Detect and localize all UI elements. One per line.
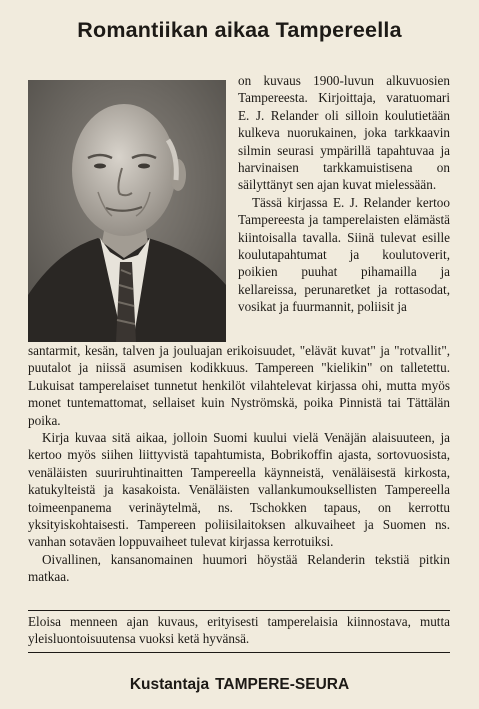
portrait-image [28,80,226,342]
paragraph-book-contents: Tässä kirjassa E. J. Relander kertoo Tampereesta ja tamperelaisten elämästä kiintoisalla tavalla. Siinä tulevat esille koulutapahtumat ja koulutoverit, poikien puuhat pihamailla ja kellareissa, perunaretket ja rottasodat, vosikat ja fuurmannit, poliisit ja [238,194,450,315]
divider-bottom [28,652,450,653]
paragraph-intro: on kuvaus 1900-luvun alkuvuosien Tampereesta. Kirjoittaja, varatuomari E. J. Relander oli silloin koulutietään kulkeva nuorukainen, joka tarkkaavin silmin seurasi ympärillä tapahtuvaa ja harvinaisen tarkkamuistisena on säilyttänyt sen ajan kuvat mielessään. [238,73,450,193]
divider-top [28,610,450,611]
full-width-text [28,342,450,586]
paragraph-russian-era: Kirja kuvaa sitä aikaa, jolloin Suomi kuului vielä Venäjän alaisuuteen, ja kertoo myös siihen liittyvistä tapahtumista, Bobrikoffin ajasta, sortovuosista, venäläisten suuriruhtinaitten Tampereella käynneistä, venäläisestä kirkosta, katukylteistä ja kasakoista. Venäläisten vallankumouksellisten Tampereella toimeenpanema verinäytelmä, ns. Tschokken tapaus, on kerrottu yksityiskohtaisesti. Tampereen poliisilaitoksen alkuvaiheet ja Suomen ns. vanhan sotaväen loppuvaiheet tulevat kirjassa kerrotuiksi. [28,430,450,550]
blurb-text: Eloisa menneen ajan kuvaus, erityisesti tamperelaisia kiinnostava, mutta yleisluontoisuutensa vuoksi ketä hyvänsä. [28,614,450,647]
right-column-text [238,72,450,316]
author-portrait [28,80,226,342]
publisher-name: TAMPERE-SEURA [215,676,350,693]
paragraph-humour: Oivallinen, kansanomainen huumori höystää Relanderin tekstiä pitkin matkaa. [28,551,450,585]
publisher-line [0,676,479,694]
page-title: Romantiikan aikaa Tampereella [77,18,402,42]
paragraph-continued: santarmit, kesän, talven ja jouluajan erikoisuudet, "elävät kuvat" ja "rotvallit", puutalot ja niissä asumisen kodikkuus. Tampereen "kielikin" on talletettu. Lukuisat tamperelaiset tunnetut henkilöt vilahtelevat kirjassa ohi, mutta myös monet tuntemattomat, sellaiset kuin Nyströmskä, poika Pinnistä tai Tättälän poika. [28,343,450,428]
publisher-label: Kustantaja [129,676,210,693]
